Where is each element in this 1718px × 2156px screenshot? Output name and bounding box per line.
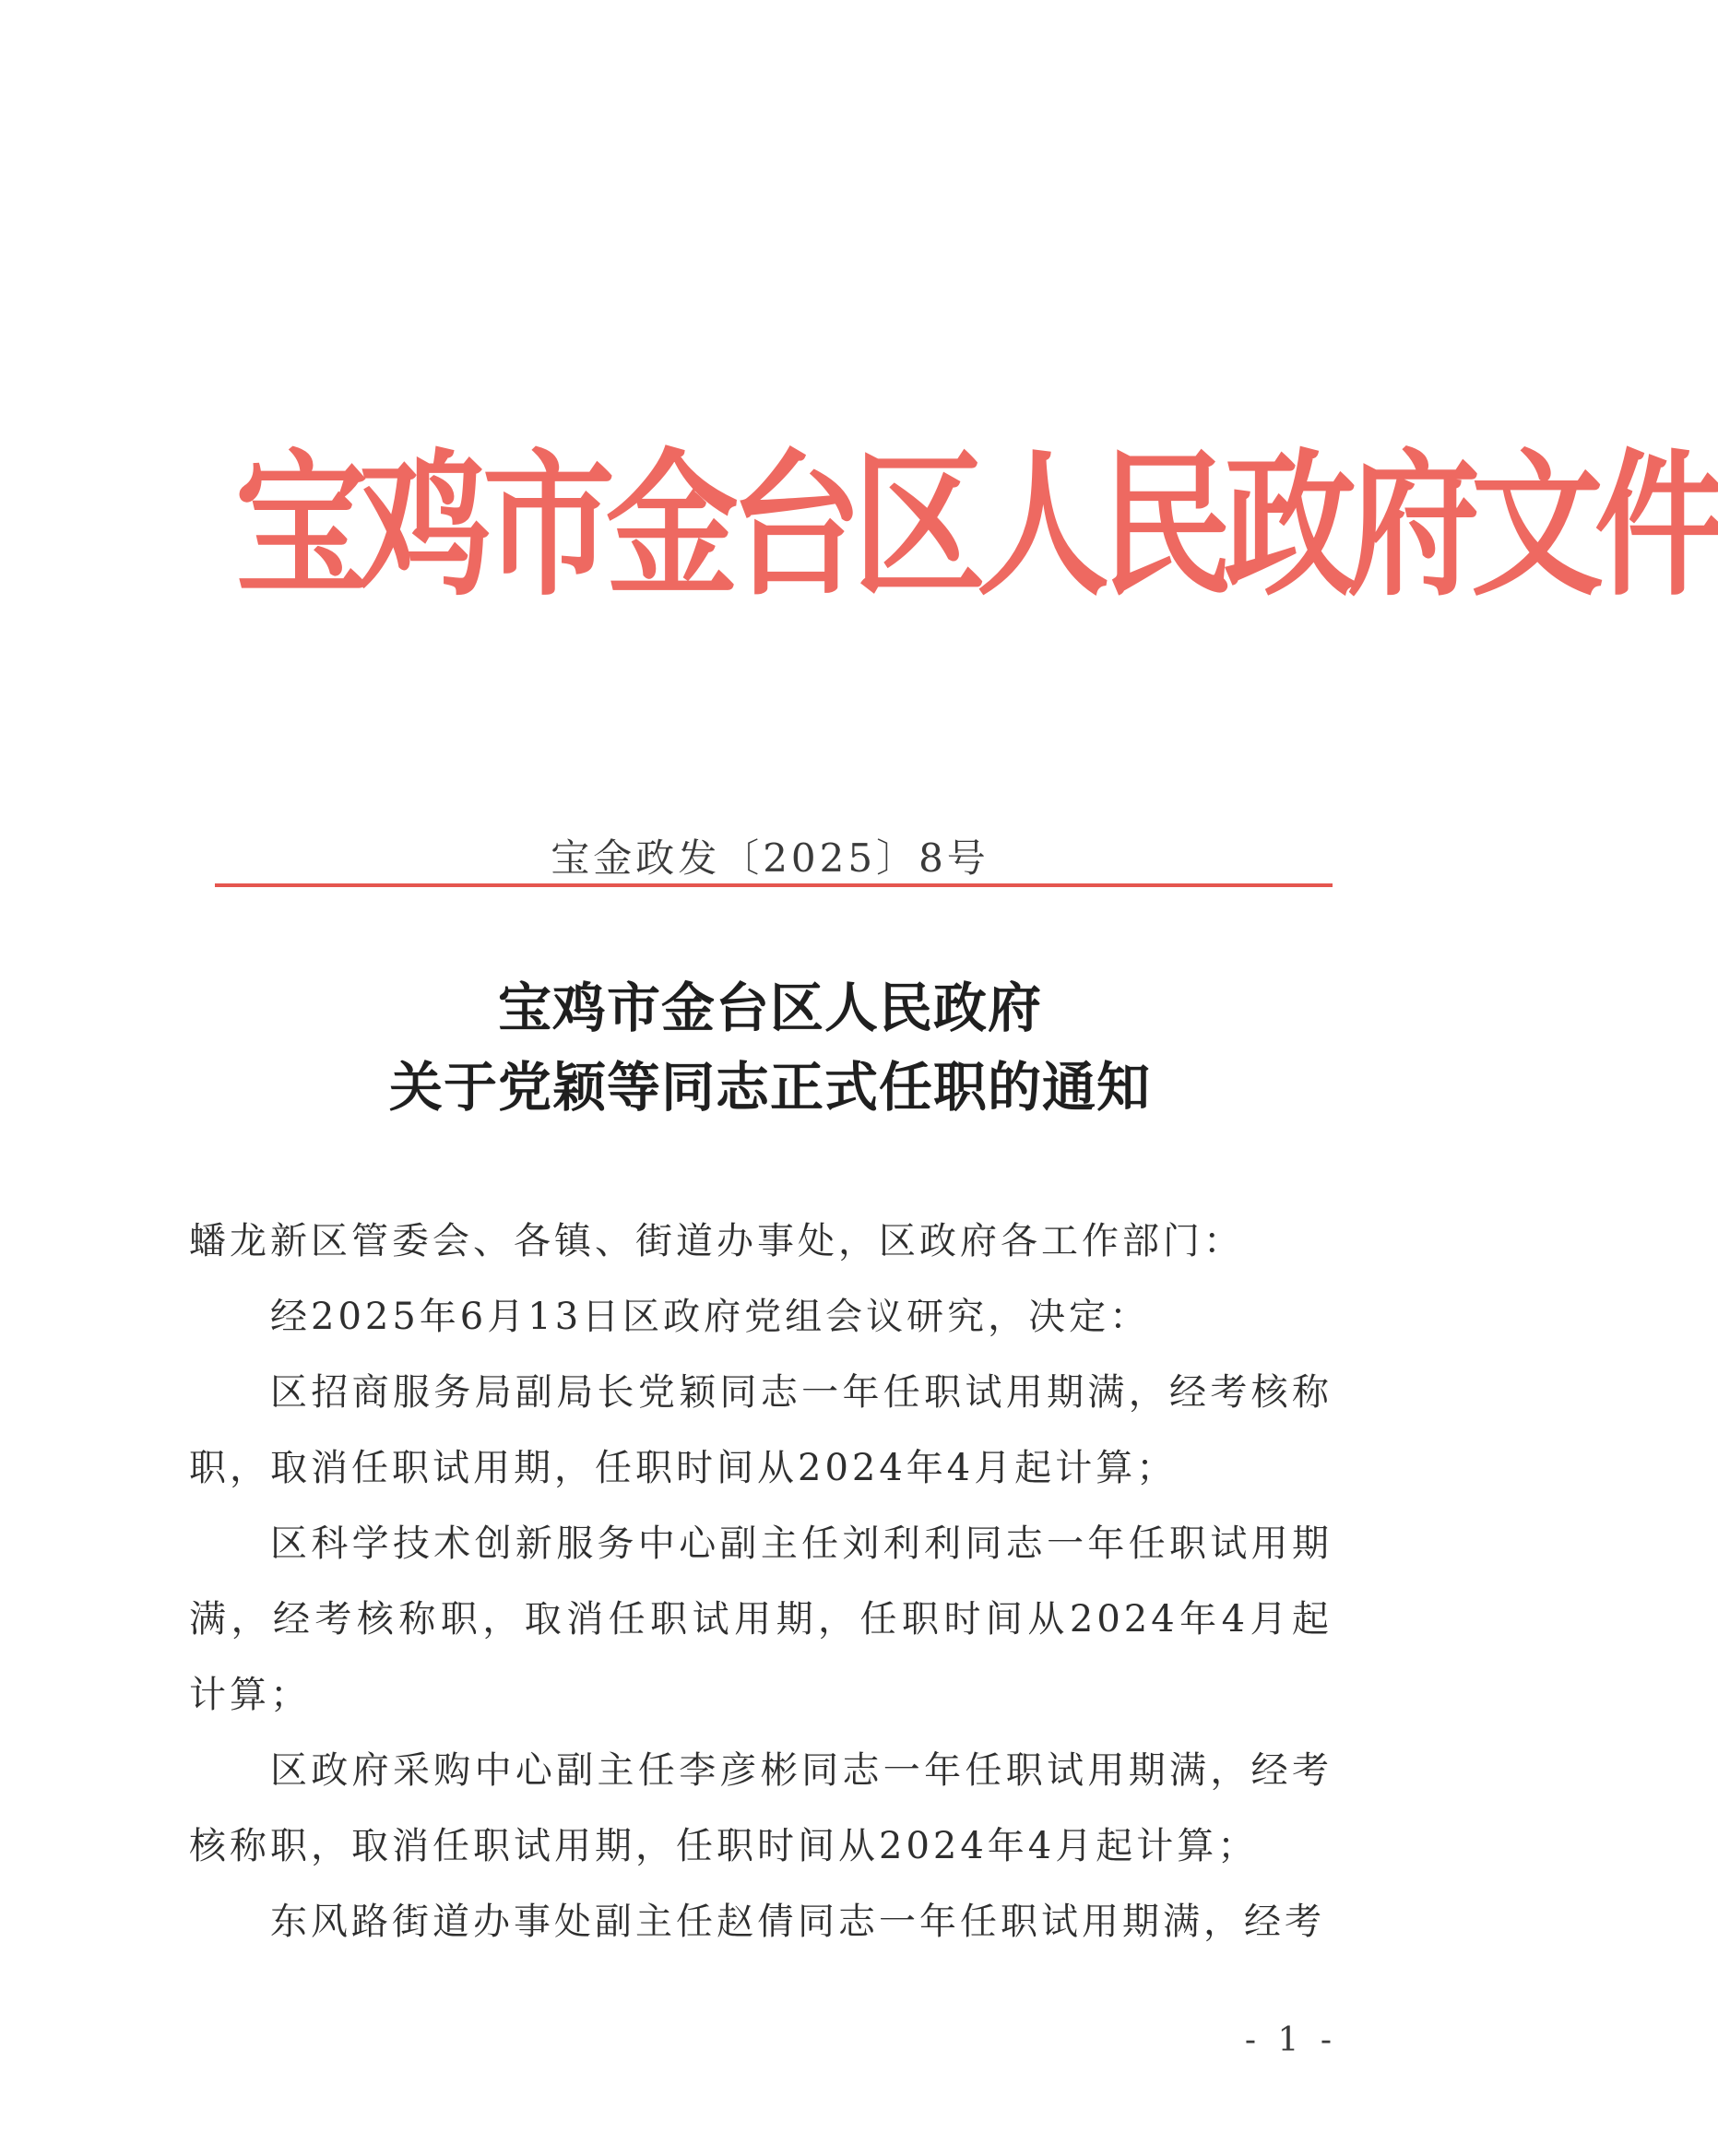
salutation: 蟠龙新区管委会、各镇、街道办事处，区政府各工作部门： [189,1220,1244,1262]
page-number: - 1 - [1244,2021,1337,2059]
body-paragraph: 区招商服务局副局长党颖同志一年任职试用期满，经考核称职，取消任职试用期，任职时间从2024年4月起计算； [189,1371,1333,1489]
red-divider-line [215,883,1333,887]
document-title-line-1: 宝鸡市金台区人民政府 [497,977,1042,1039]
document-body [189,1203,1333,1960]
masthead-title: 宝鸡市金台区人民政府文件 [235,432,1718,618]
document-title [212,968,1328,1127]
body-paragraph: 东风路街道办事处副主任赵倩同志一年任职试用期满，经考 [270,1901,1325,1943]
document-title-line-2: 关于党颖等同志正式任职的通知 [388,1056,1151,1119]
body-paragraph: 区政府采购中心副主任李彦彬同志一年任职试用期满，经考核称职，取消任职试用期，任职时间从2024年4月起计算； [189,1749,1333,1867]
document-number: 宝金政发〔2025〕8号 [551,835,989,881]
body-paragraph: 经2025年6月13日区政府党组会议研究，决定： [270,1296,1151,1338]
body-paragraph: 区科学技术创新服务中心副主任刘利利同志一年任职试用期满，经考核称职，取消任职试用期，任职时间从2024年4月起计算； [189,1522,1333,1716]
